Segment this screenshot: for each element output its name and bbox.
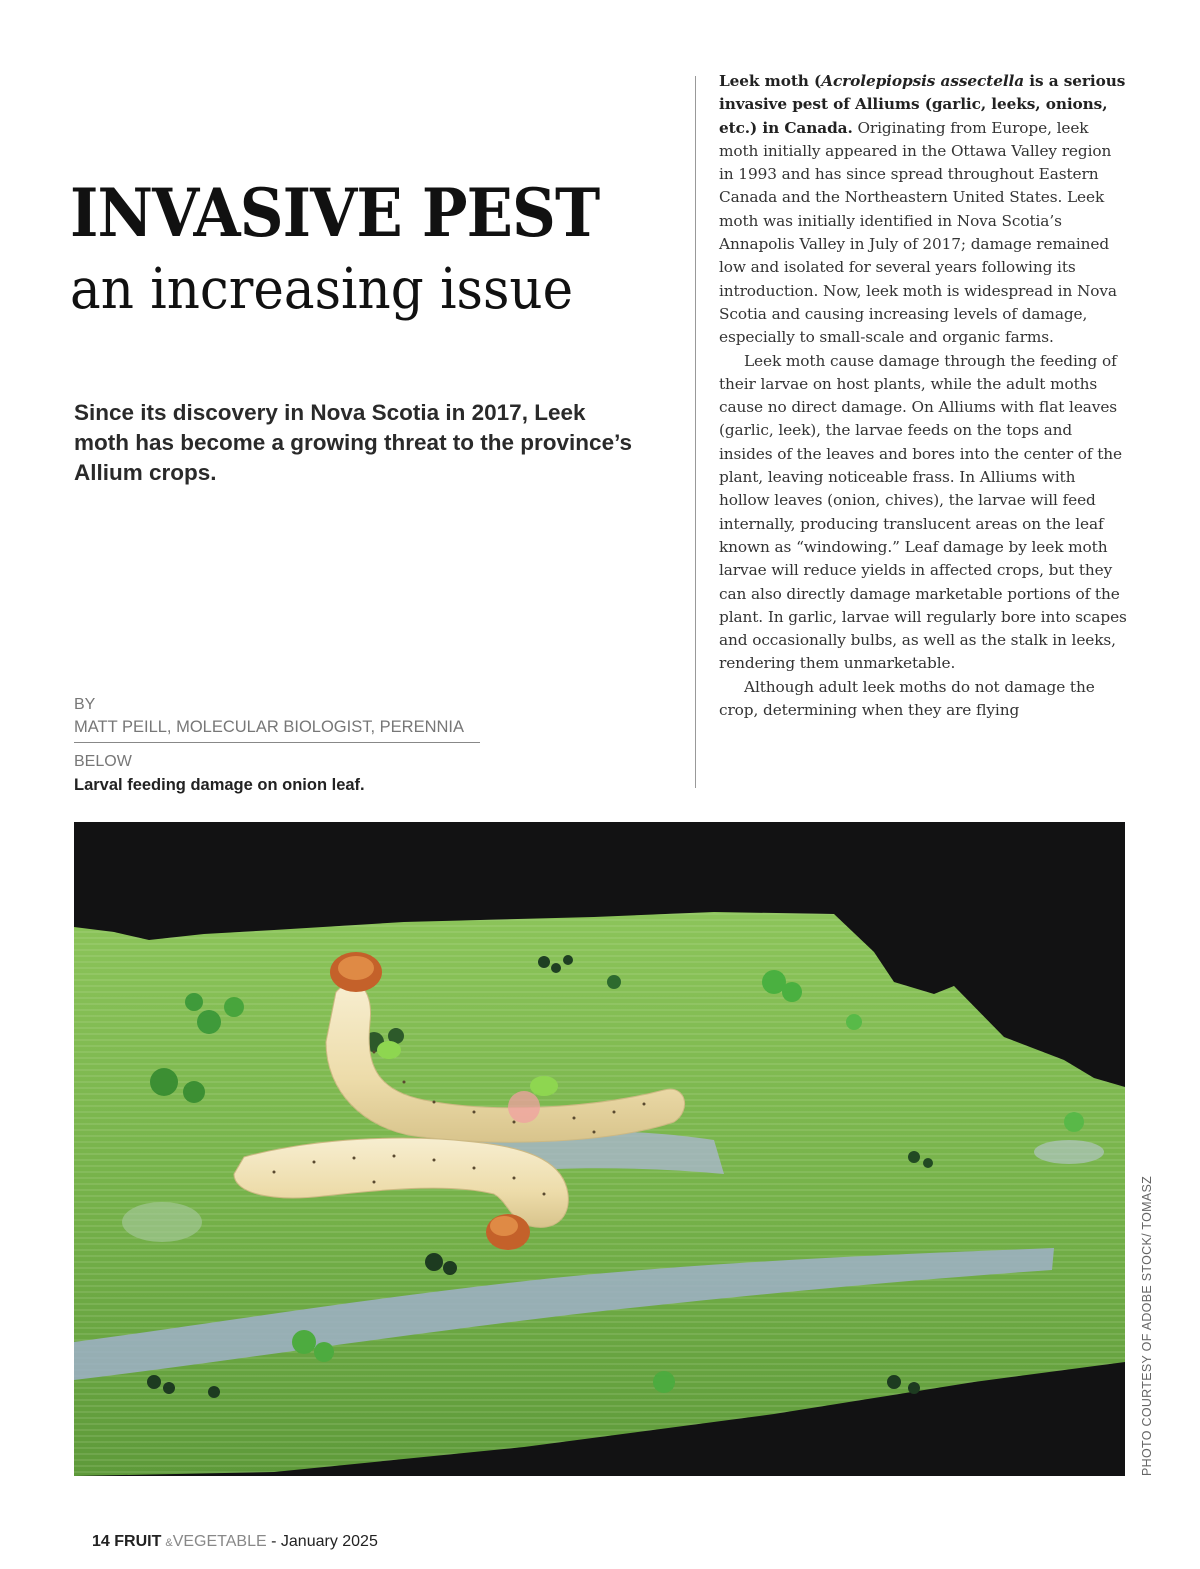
larvae-photo (74, 822, 1125, 1476)
lead-text: Leek moth (Acrolepiopsis assectella is a serious invasive pest of Alliums (garlic, leeks, onions, etc.) in Canada. (719, 72, 1126, 137)
byline-label: BY (74, 696, 96, 713)
photo-caption: Larval feeding damage on onion leaf. (74, 776, 365, 794)
magazine-name-amp: & (165, 1537, 173, 1549)
headline-title: INVASIVE PEST (70, 174, 600, 252)
headline-subtitle: an increasing issue (70, 257, 574, 322)
column-divider (695, 76, 696, 788)
issue-date: - January 2025 (266, 1533, 378, 1550)
byline-author: MATT PEILL, MOLECULAR BIOLOGIST, PERENNIA (74, 718, 464, 736)
article-paragraph-3: Although adult leek moths do not damage the crop, determining when they are flying (719, 677, 1095, 720)
article-body (719, 70, 1129, 722)
paragraph-1-body: Originating from Europe, leek moth initially appeared in the Ottawa Valley region in 1993 and has since spread throughout Eastern Canada and the Northeastern United States. Leek moth was initially identified in Nova Scotia’s Annapolis Valley in July of 2017; damage remained low and isolated for several years following its introduction. Now, leek moth is widespread in Nova Scotia and causing increasing levels of damage, especially to small-scale and organic farms. (719, 118, 1117, 347)
article-paragraph-2: Leek moth cause damage through the feeding of their larvae on host plants, while the adult moths cause no direct damage. On Alliums with flat leaves (garlic, leek), the larvae feeds on the tops and insides of the leaves and bores into the center of the plant, leaving noticeable frass. In Alliums with hollow leaves (onion, chives), the larvae will feed internally, producing translucent areas on the leaf known as “windowing.” Leaf damage by leek moth larvae will reduce yields in affected crops, but they can also directly damage marketable portions of the plant. In garlic, larvae will regularly bore into scapes and occasionally bulbs, as well as the stalk in leeks, rendering them unmarketable. (719, 351, 1127, 673)
byline-divider (74, 742, 480, 743)
magazine-name-fruit: FRUIT (114, 1533, 162, 1550)
deck-summary: Since its discovery in Nova Scotia in 2017, Leek moth has become a growing threat to the province’s Allium crops. (74, 400, 633, 485)
page-footer (92, 1533, 378, 1551)
magazine-name-vegetable: VEGETABLE (172, 1533, 267, 1550)
photo-credit: PHOTO COURTESY OF ADOBE STOCK/ TOMASZ (1140, 1175, 1154, 1476)
article-paragraph-1 (719, 70, 1129, 350)
page-number: 14 (92, 1533, 110, 1550)
caption-label: BELOW (74, 753, 132, 770)
